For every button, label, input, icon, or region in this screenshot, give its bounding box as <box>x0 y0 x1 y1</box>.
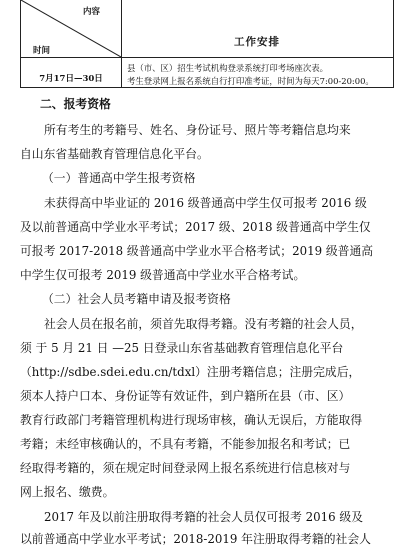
paragraph-line: 中学生仅可报考 2019 级普通高中学业水平合格考试。 <box>20 268 306 282</box>
subheading-student-eligibility: （一）普通高中学生报考资格 <box>42 171 196 185</box>
paragraph-line: 网上报名、缴费。 <box>20 485 115 499</box>
paragraph-line: 可报考 2017-2018 级普通高中学业水平合格考试；2019 级普通高 <box>20 244 374 258</box>
paragraph-line: 自山东省基础教育管理信息化平台。 <box>20 147 209 161</box>
schedule-table <box>20 0 394 88</box>
paragraph-line: 教育行政部门考籍管理机构进行现场审核，确认无误后，方能取得 <box>20 413 363 427</box>
paragraph-line: 未获得高中毕业证的 2016 级普通高中学生仅可报考 2016 级 <box>44 196 367 210</box>
paragraph-line: 须 于 5 月 21 日 —25 日登录山东省基础教育管理信息化平台 <box>20 341 344 355</box>
table-row-divider <box>21 57 393 58</box>
arrangement-row-2: 考生登录网上报名系统自行打印准考证，时间为每天7:00-20:00。 <box>127 76 374 86</box>
paragraph-line: 2017 年及以前注册取得考籍的社会人员仅可报考 2016 级及 <box>44 510 364 524</box>
paragraph-line: 以前普通高中学业水平考试；2018-2019 年注册取得考籍的社会人 <box>20 532 371 546</box>
paragraph-line: 所有考生的考籍号、姓名、身份证号、照片等考籍信息均来 <box>44 123 351 137</box>
section-heading-eligibility: 二、报考资格 <box>40 97 111 111</box>
paragraph-line: 考籍；未经审核确认的，不具有考籍，不能参加报名和考试；已 <box>20 437 351 451</box>
paragraph-line: 须本人持户口本、身份证等有效证件，到户籍所在县（市、区） <box>20 389 351 403</box>
header-time-label: 时间 <box>33 46 51 56</box>
arrangement-row-1: 县（市、区）招生考试机构登录系统打印考场座次表。 <box>127 63 328 73</box>
paragraph-line: 社会人员在报名前，须首先取得考籍。没有考籍的社会人员， <box>44 317 363 331</box>
header-content-label: 内容 <box>83 7 101 17</box>
paragraph-line: 及以前普通高中学业水平考试；2017 级、2018 级普通高中学生仅 <box>20 220 371 234</box>
paragraph-line-url: （http://sdbe.sdei.edu.cn/tdxl）注册考籍信息；注册完成后， <box>20 365 361 379</box>
header-arrangement-label: 工作安排 <box>234 36 280 48</box>
subheading-social-eligibility: （二）社会人员考籍申请及报考资格 <box>42 292 231 306</box>
paragraph-line: 经取得考籍的，须在规定时间登录网上报名系统进行信息核对与 <box>20 461 351 475</box>
date-cell: 7月17日—30日 <box>39 74 103 84</box>
